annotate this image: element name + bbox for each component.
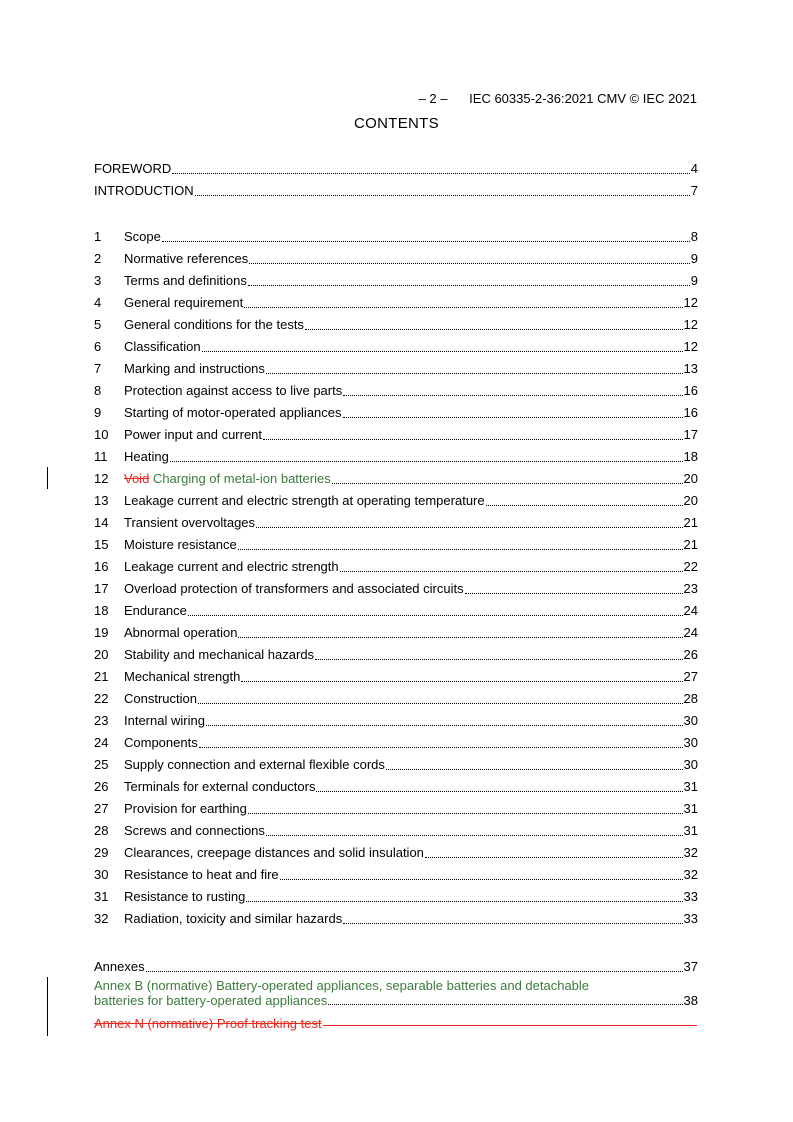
clause-number: 29 [94,845,109,860]
clause-title: Components [124,735,198,750]
toc-entry-clause-2[interactable] [94,247,698,267]
clause-number: 20 [94,647,109,662]
toc-entry-clause-21[interactable] [94,665,698,685]
clause-page: 24 [683,603,698,618]
clause-page: 20 [683,471,698,486]
toc-entry-clause-11[interactable] [94,445,698,465]
toc-entry-clause-29[interactable] [94,841,698,861]
clause-number: 28 [94,823,109,838]
clause-title: Protection against access to live parts [124,383,343,398]
clause-title: Terms and definitions [124,273,247,288]
toc-entry-clause-26[interactable] [94,775,698,795]
clause-number: 7 [94,361,102,376]
dot-leader [206,725,683,726]
clause-title: General conditions for the tests [124,317,304,332]
dot-leader [248,285,690,286]
toc-entry-clause-20[interactable] [94,643,698,663]
toc-entry-clause-13[interactable] [94,489,698,509]
dot-leader [256,527,683,528]
clause-title: Supply connection and external flexible cords [124,757,385,772]
dot-leader [238,549,683,550]
clause-page: 31 [683,779,698,794]
clause-number: 27 [94,801,109,816]
clause-number: 18 [94,603,109,618]
dot-leader [162,241,690,242]
toc-entry-clause-4[interactable] [94,291,698,311]
dot-leader [316,791,682,792]
toc-entry-clause-19[interactable] [94,621,698,641]
annex-n-deleted-label: Annex N (normative) Proof tracking test [94,1016,322,1031]
clause-page: 21 [683,515,698,530]
clause-number: 3 [94,273,102,288]
dot-leader [170,461,683,462]
clause-number: 13 [94,493,109,508]
clause-number: 1 [94,229,102,244]
clause-number: 25 [94,757,109,772]
toc-entry-clause-15[interactable] [94,533,698,553]
clause-number: 6 [94,339,102,354]
clause-number: 19 [94,625,109,640]
clause-title: Leakage current and electric strength at operating temperature [124,493,485,508]
clause-page: 30 [683,735,698,750]
dot-leader [340,571,683,572]
clause-page: 16 [683,383,698,398]
clause-page: 30 [683,757,698,772]
toc-entry-clause-5[interactable] [94,313,698,333]
clause-page: 31 [683,823,698,838]
annex-b-title-line1: Annex B (normative) Battery-operated appliances, separable batteries and detachable [94,978,590,993]
clause-title: Classification [124,339,201,354]
dot-leader [425,857,683,858]
dot-leader [315,659,682,660]
dot-leader [263,439,683,440]
header-document-id: IEC 60335-2-36:2021 CMV © IEC 2021 [469,91,697,106]
toc-entry-introduction[interactable] [94,179,698,199]
deleted-text: Void [124,471,150,486]
clause-number: 12 [94,471,109,486]
clause-page: 24 [683,625,698,640]
clause-page: 12 [683,339,698,354]
dot-leader [249,263,689,264]
clause-page: 9 [690,273,698,288]
clause-number: 11 [94,449,108,464]
clause-number: 4 [94,295,102,310]
clause-title: Endurance [124,603,187,618]
clause-title: Resistance to rusting [124,889,246,904]
dot-leader [198,703,683,704]
toc-entry-clause-32[interactable] [94,907,698,927]
clause-number: 8 [94,383,102,398]
clause-page: 18 [683,449,698,464]
clause-page: 28 [683,691,698,706]
toc-entry-clause-17[interactable] [94,577,698,597]
dot-leader [266,835,683,836]
dot-leader [386,769,683,770]
dot-leader [332,483,683,484]
clause-number: 21 [94,669,109,684]
clause-page: 21 [683,537,698,552]
clause-page: 8 [690,229,698,244]
header-page-number: – 2 – [418,91,448,106]
clause-number: 5 [94,317,102,332]
running-header [411,76,697,106]
toc-entry-clause-23[interactable] [94,709,698,729]
toc-label: INTRODUCTION [94,183,194,198]
clause-number: 9 [94,405,102,420]
clause-number: 22 [94,691,109,706]
annex-b-title-line2: batteries for battery-operated appliances [94,993,328,1008]
clause-title [124,471,331,487]
clause-number: 24 [94,735,109,750]
clause-page: 26 [683,647,698,662]
clause-title: Normative references [124,251,249,266]
dot-leader [238,637,682,638]
clause-number: 32 [94,911,109,926]
clause-title: Heating [124,449,169,464]
clause-title: Provision for earthing [124,801,247,816]
clause-title: Clearances, creepage distances and solid insulation [124,845,424,860]
clause-number: 17 [94,581,109,596]
clause-number: 30 [94,867,109,882]
dot-leader [305,329,683,330]
dot-leader [343,923,682,924]
clause-number: 2 [94,251,102,266]
clause-title: Power input and current [124,427,263,442]
clause-title: Moisture resistance [124,537,237,552]
toc-entry-foreword[interactable] [94,157,698,177]
clause-page: 27 [683,669,698,684]
clause-title: Internal wiring [124,713,205,728]
dot-leader [465,593,683,594]
dot-leader-deleted [323,1025,697,1026]
clause-title: Leakage current and electric strength [124,559,339,574]
toc-label: FOREWORD [94,161,172,176]
toc-entry-clause-22[interactable] [94,687,698,707]
clause-page: 13 [683,361,698,376]
clause-title: Terminals for external conductors [124,779,316,794]
clause-page: 12 [683,317,698,332]
dot-leader [248,813,683,814]
dot-leader [328,1004,682,1005]
toc-entry-clause-12[interactable] [94,467,698,487]
toc-entry-clause-18[interactable] [94,599,698,619]
dot-leader [266,373,683,374]
toc-entry-clause-1[interactable] [94,225,698,245]
toc-entry-annex-n-deleted[interactable] [94,1012,698,1032]
dot-leader [199,747,683,748]
toc-entry-clause-9[interactable] [94,401,698,421]
clause-page: 31 [683,801,698,816]
toc-entry-clause-30[interactable] [94,863,698,883]
clause-number: 31 [94,889,109,904]
toc-entry-clause-16[interactable] [94,555,698,575]
dot-leader [241,681,682,682]
clause-number: 14 [94,515,109,530]
change-bar-clause-12 [47,467,48,489]
clause-title: Radiation, toxicity and similar hazards [124,911,343,926]
dot-leader [343,417,683,418]
dot-leader [280,879,683,880]
toc-entry-clause-27[interactable] [94,797,698,817]
clause-number: 16 [94,559,109,574]
clause-page: 22 [683,559,698,574]
toc-page: 7 [690,183,698,198]
toc-entry-clause-31[interactable] [94,885,698,905]
dot-leader [486,505,683,506]
toc-entry-clause-10[interactable] [94,423,698,443]
change-bar-annexes [47,977,48,1036]
toc-entry-clause-24[interactable] [94,731,698,751]
clause-title: General requirement [124,295,244,310]
clause-page: 32 [683,845,698,860]
clause-page: 30 [683,713,698,728]
clause-title: Mechanical strength [124,669,241,684]
clause-number: 26 [94,779,109,794]
dot-leader [343,395,682,396]
clause-page: 23 [683,581,698,596]
toc-entry-clause-28[interactable] [94,819,698,839]
toc-entry-annexes[interactable] [94,955,698,975]
clause-page: 16 [683,405,698,420]
clause-title: Scope [124,229,161,244]
clause-number: 10 [94,427,109,442]
dot-leader [244,307,682,308]
clause-page: 12 [683,295,698,310]
clause-title: Abnormal operation [124,625,238,640]
clause-page: 17 [683,427,698,442]
toc-entry-annex-b[interactable] [94,978,698,1008]
dot-leader [195,195,690,196]
clause-title: Construction [124,691,197,706]
toc-label: Annexes [94,959,145,974]
dot-leader [246,901,682,902]
dot-leader [146,971,683,972]
clause-title: Starting of motor-operated appliances [124,405,342,420]
toc-entry-clause-3[interactable] [94,269,698,289]
clause-title: Marking and instructions [124,361,265,376]
toc-entry-clause-25[interactable] [94,753,698,773]
annex-b-page: 38 [683,993,698,1008]
toc-entry-clause-7[interactable] [94,357,698,377]
toc-entry-clause-14[interactable] [94,511,698,531]
dot-leader [172,173,689,174]
toc-page: 4 [690,161,698,176]
clause-number: 23 [94,713,109,728]
clause-title: Resistance to heat and fire [124,867,279,882]
toc-entry-clause-6[interactable] [94,335,698,355]
clause-number: 15 [94,537,109,552]
clause-page: 33 [683,911,698,926]
clause-title: Screws and connections [124,823,265,838]
clause-title: Transient overvoltages [124,515,256,530]
clause-page: 32 [683,867,698,882]
clause-title: Stability and mechanical hazards [124,647,315,662]
dot-leader [188,615,683,616]
toc-entry-clause-8[interactable] [94,379,698,399]
inserted-text: Charging of metal-ion batteries [152,471,331,486]
clause-page: 20 [683,493,698,508]
page-title: CONTENTS [354,115,439,132]
dot-leader [202,351,683,352]
clause-page: 33 [683,889,698,904]
toc-page: 37 [683,959,698,974]
clause-page: 9 [690,251,698,266]
clause-title: Overload protection of transformers and associated circuits [124,581,464,596]
